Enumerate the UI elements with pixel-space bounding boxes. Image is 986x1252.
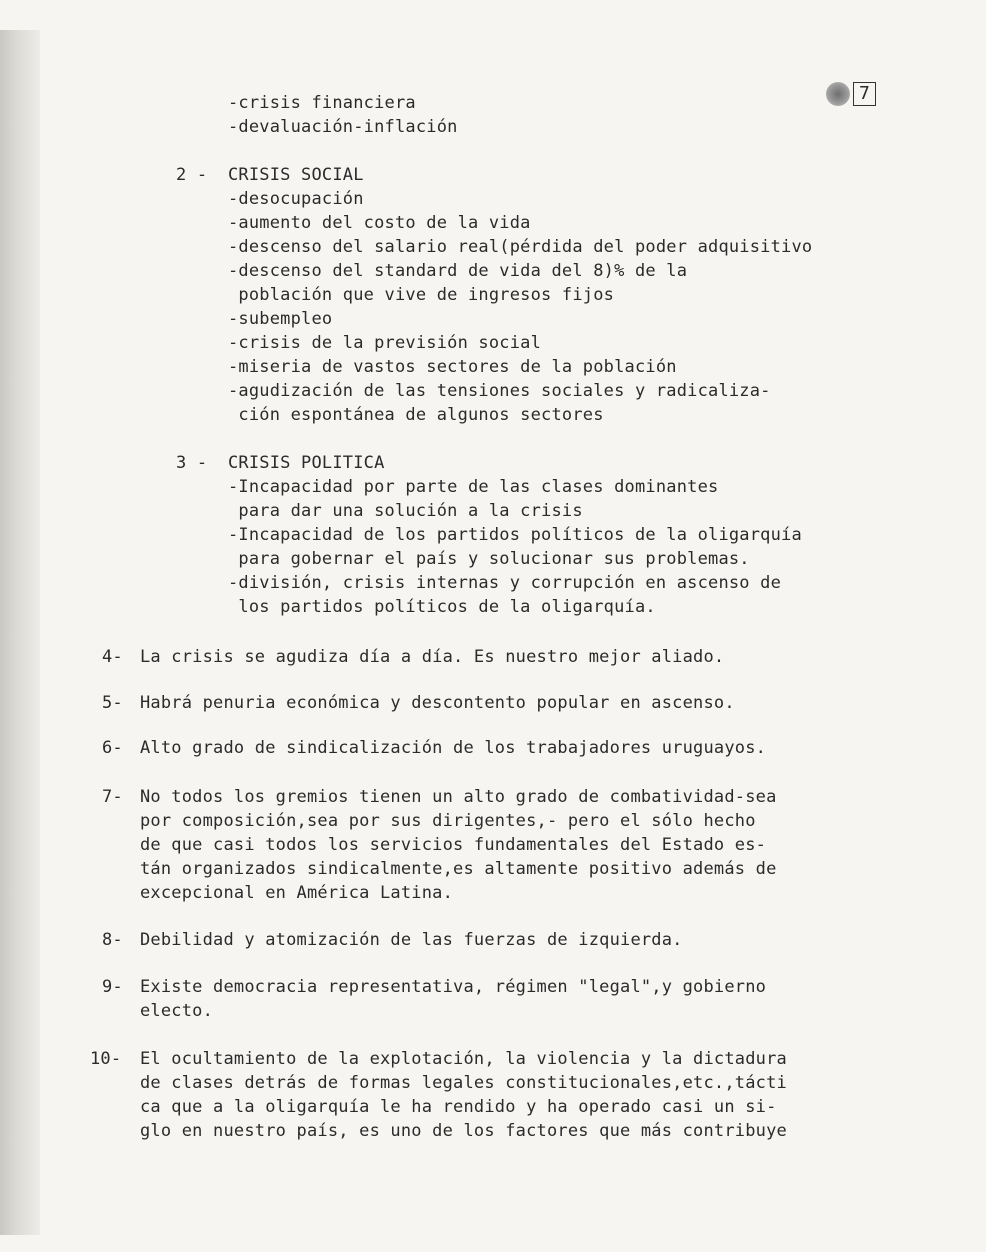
point-number: 7- (102, 787, 123, 807)
point-number: 5- (102, 693, 123, 713)
section-item: -miseria de vastos sectores de la población (228, 357, 677, 377)
stamp-icon (826, 82, 850, 106)
section-item: población que vive de ingresos fijos (228, 285, 615, 305)
section-item: -aumento del costo de la vida (228, 213, 531, 233)
point-number: 10- (90, 1049, 122, 1069)
section-item: ción espontánea de algunos sectores (228, 405, 604, 425)
section-item: -Incapacidad de los partidos políticos de la oligarquía (228, 525, 802, 545)
point-line: por composición,sea por sus dirigentes,- pero el sólo hecho (140, 811, 756, 831)
section-title: CRISIS POLITICA (228, 453, 385, 473)
intro-line: -crisis financiera (228, 93, 416, 113)
point-line: Debilidad y atomización de las fuerzas de izquierda. (140, 930, 683, 950)
section-number: 2 - (176, 165, 208, 185)
point-line: tán organizados sindicalmente,es altamente positivo además de (140, 859, 777, 879)
intro-line: -devaluación-inflación (228, 117, 458, 137)
section-item: -división, crisis internas y corrupción en ascenso de (228, 573, 782, 593)
section-item: -descenso del standard de vida del 8)% de la (228, 261, 688, 281)
point-line: Habrá penuria económica y descontento popular en ascenso. (140, 693, 735, 713)
section-item: -Incapacidad por parte de las clases dominantes (228, 477, 719, 497)
point-line: electo. (140, 1001, 214, 1021)
point-line: ca que a la oligarquía le ha rendido y ha operado casi un si- (140, 1097, 777, 1117)
point-number: 9- (102, 977, 123, 997)
section-item: -agudización de las tensiones sociales y radicaliza- (228, 381, 771, 401)
section-item: para dar una solución a la crisis (228, 501, 583, 521)
section-item: para gobernar el país y solucionar sus problemas. (228, 549, 750, 569)
point-line: de que casi todos los servicios fundamentales del Estado es- (140, 835, 767, 855)
section-item: -desocupación (228, 189, 364, 209)
point-number: 6- (102, 738, 123, 758)
binding-shadow (0, 30, 40, 1235)
section-title: CRISIS SOCIAL (228, 165, 364, 185)
point-line: La crisis se agudiza día a día. Es nuestro mejor aliado. (140, 647, 725, 667)
point-line: Existe democracia representativa, régimen "legal",y gobierno (140, 977, 767, 997)
page-number: 7 (853, 82, 876, 106)
section-item: -subempleo (228, 309, 333, 329)
page-number-badge (826, 80, 876, 108)
section-item: -descenso del salario real(pérdida del poder adquisitivo (228, 237, 813, 257)
section-number: 3 - (176, 453, 208, 473)
point-line: excepcional en América Latina. (140, 883, 454, 903)
section-item: -crisis de la previsión social (228, 333, 542, 353)
point-line: Alto grado de sindicalización de los trabajadores uruguayos. (140, 738, 767, 758)
point-line: No todos los gremios tienen un alto grado de combatividad-sea (140, 787, 777, 807)
section-item: los partidos políticos de la oligarquía. (228, 597, 656, 617)
point-number: 4- (102, 647, 123, 667)
point-line: de clases detrás de formas legales constitucionales,etc.,tácti (140, 1073, 787, 1093)
point-line: glo en nuestro país, es uno de los factores que más contribuye (140, 1121, 787, 1141)
point-number: 8- (102, 930, 123, 950)
point-line: El ocultamiento de la explotación, la violencia y la dictadura (140, 1049, 787, 1069)
